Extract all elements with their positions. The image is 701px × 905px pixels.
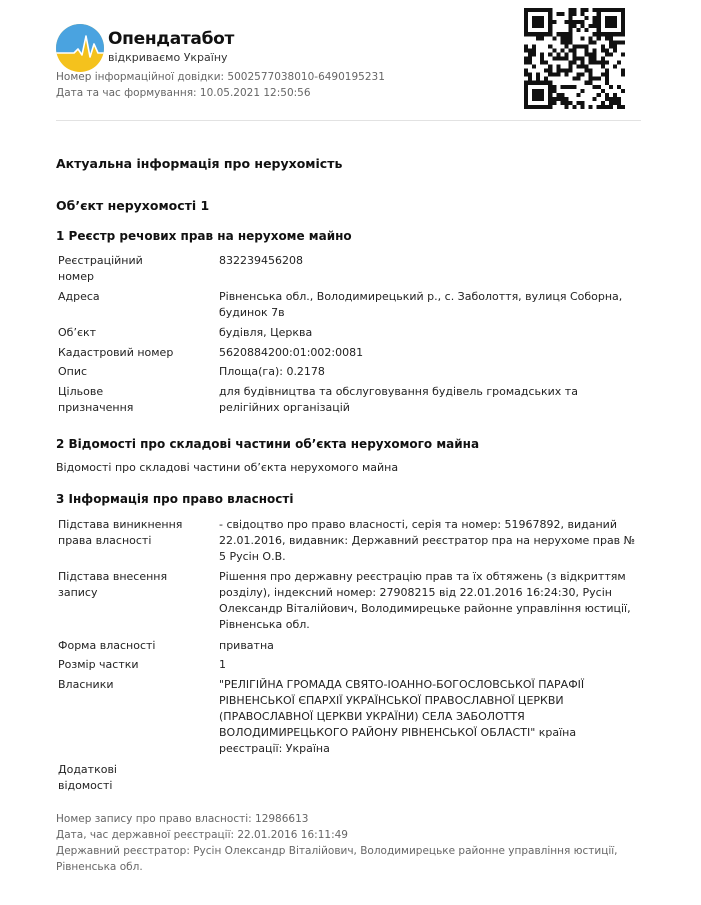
cadastral-number-value: 5620884200:01:002:0081 (219, 346, 364, 359)
row-label: Кадастровий номер (58, 346, 174, 359)
address-value: Рівненська обл., Володимирецький р., с. Заболоття, вулиця Соборна, будинок 7в (219, 290, 623, 319)
section1-title: 1 Реєстр речових прав на нерухоме майно (56, 229, 352, 243)
row-label: Підстава виникнення права власності (58, 518, 183, 547)
ownership-form-value: приватна (219, 639, 274, 652)
generated-at: Дата та час формування: 10.05.2021 12:50:56 (56, 87, 311, 99)
share-size-value: 1 (219, 658, 226, 671)
header-divider (56, 120, 641, 121)
row-label: Адреса (58, 290, 100, 303)
brand-tagline: відкриваємо Україну (108, 51, 228, 64)
row-label: Власники (58, 678, 114, 691)
qr-code (524, 8, 625, 109)
row-label: Розмір частки (58, 658, 139, 671)
ownership-basis-value: - свідоцтво про право власності, серія та номер: 51967892, виданий 22.01.2016, видавник: Державний реєстратор пра на нерухоме прав № 5 Русін О.В. (219, 518, 636, 563)
row-label: Підстава внесення запису (58, 570, 168, 599)
owners-value: "РЕЛІГІЙНА ГРОМАДА СВЯТО-ІОАННО-БОГОСЛОВСЬКОЇ ПАРАФІЇ РІВНЕНСЬКОЇ ЄПАРХІЇ УКРАЇНСЬКОЇ ПРАВОСЛАВНОЇ ЦЕРКВИ (ПРАВОСЛАВНОЇ ЦЕРКВИ УКРАЇНИ) СЕЛА ЗАБОЛОТТЯ ВОЛОДИМИРЕЦЬКОГО РАЙОНУ РІВНЕНСЬКОЇ ОБЛАСТІ" країна реєстрації: Україна (219, 678, 585, 755)
opendatabot-logo (56, 24, 104, 72)
section2-text: Відомості про складові частини об’єкта нерухомого майна (56, 461, 399, 474)
purpose-value: для будівництва та обслуговування будівель громадських та релігійних організацій (219, 385, 578, 414)
entry-basis-value: Рішення про державну реєстрацію прав та їх обтяжень (з відкриттям розділу), індексний номер: 27908215 від 22.01.2016 16:24:30, Русін Олександр Віталійович, Володимирецьке районне управління юстиції, Рівненська обл. (219, 570, 631, 631)
certificate-number: Номер інформаційної довідки: 5002577038010-6490195231 (56, 71, 385, 83)
row-label: Опис (58, 365, 88, 378)
page-title: Актуальна інформація про нерухомість (56, 156, 343, 171)
object-title: Об’єкт нерухомості 1 (56, 198, 210, 213)
row-label: Форма власності (58, 639, 156, 652)
row-label: Цільове призначення (58, 385, 134, 414)
row-label: Додаткові відомості (58, 763, 117, 792)
record-number: Номер запису про право власності: 12986613 (56, 813, 309, 825)
registration-date: Дата, час державної реєстрації: 22.01.2016 16:11:49 (56, 829, 348, 841)
object-value: будівля, Церква (219, 326, 313, 339)
section3-title: 3 Інформація про право власності (56, 492, 294, 506)
brand-name: Опендатабот (108, 29, 235, 49)
section2-title: 2 Відомості про складові частини об’єкта нерухомого майна (56, 437, 480, 451)
registration-number-value: 832239456208 (219, 254, 303, 267)
row-label: Об’єкт (58, 326, 97, 339)
description-value: Площа(га): 0.2178 (219, 365, 325, 378)
registrar: Державний реєстратор: Русін Олександр Віталійович, Володимирецьке районне управління юстиції, Рівненська обл. (56, 845, 618, 873)
row-label: Реєстраційний номер (58, 254, 143, 283)
